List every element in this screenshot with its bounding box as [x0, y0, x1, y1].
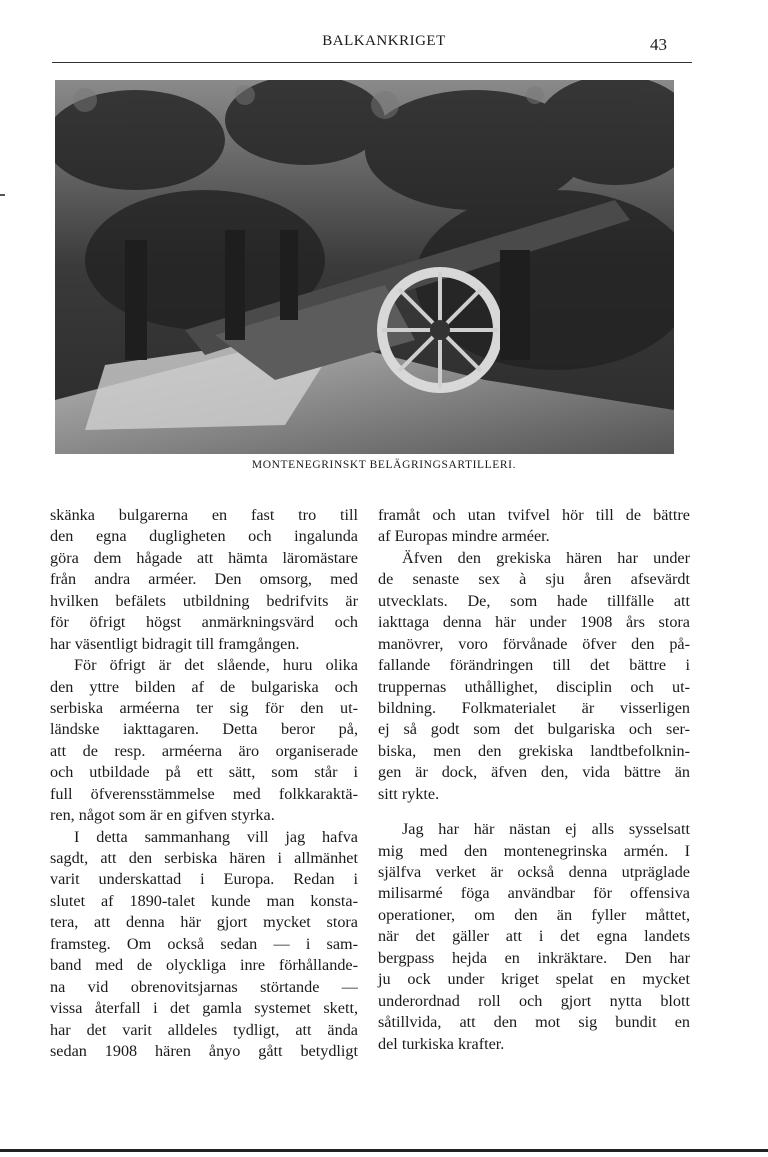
paragraph-group	[378, 819, 690, 1055]
bottom-rule	[0, 1149, 768, 1152]
text-line: den yttre bilden af de bulgariska och	[50, 677, 358, 696]
text-line: ju ock under kriget spelat en mycket	[378, 970, 690, 989]
text-line: del turkiska krafter.	[378, 1034, 505, 1053]
text-line: de senaste sex à sju åren afsevärdt	[378, 570, 690, 589]
text-line: när det gäller att i det egna landets	[378, 927, 690, 946]
text-line: na vid obrenovitsjarnas störtande —	[50, 977, 358, 996]
text-line: vissa återfall i det gamla systemet skett,	[50, 999, 358, 1018]
text-line: från andra arméer. Den omsorg, med	[50, 570, 358, 589]
text-line: varit underskattad i Europa. Redan i	[50, 870, 358, 889]
right-column	[378, 505, 690, 1055]
text-line: Jag har här nästan ej alls sysselsatt	[402, 820, 690, 839]
text-line: serbiska arméerna ter sig för den ut-	[50, 698, 358, 717]
text-line: hvilken befälets utbildning bedrifvits är	[50, 591, 358, 610]
text-line: sagdt, att den serbiska hären i allmänhet	[50, 849, 358, 867]
text-line: mig med den montenegrinska armén. I	[378, 841, 690, 860]
text-line: manövrer, voro förvånade öfver den på-	[378, 634, 690, 653]
text-line: gen är dock, äfven den, vida bättre än	[378, 763, 690, 782]
text-line: slutet af 1890-talet kunde man konsta-	[50, 891, 358, 910]
text-line: ländske iakttagaren. Detta beror på,	[50, 720, 358, 739]
text-line: bergpass hejda en inkräktare. Den har	[378, 948, 690, 967]
text-line: fallande förändringen till det bättre i	[378, 656, 690, 675]
text-line: truppernas uthållighet, disciplin och ut-	[378, 677, 690, 696]
text-line: I detta sammanhang vill jag hafva	[74, 827, 358, 846]
text-line: för öfrigt högst anmärkningsvärd och	[50, 613, 358, 632]
text-line: af Europas mindre arméer.	[378, 527, 550, 546]
text-line: biska, men den grekiska landtbefolknin-	[378, 741, 690, 760]
text-line: såtillvida, att den mot sig bundit en	[378, 1013, 690, 1032]
text-line: operationer, om den än fyller måttet,	[378, 905, 690, 924]
cannon-wheel	[382, 272, 498, 388]
text-line: full öfverensstämmelse med folkkaraktä-	[50, 784, 358, 803]
text-line: framåt och utan tvifvel hör till de bättre	[378, 506, 690, 524]
text-line: ren, något som är en gifven styrka.	[50, 806, 275, 825]
text-line: underordnad roll och gjort nytta blott	[378, 991, 690, 1010]
text-line: ej så godt som det bulgariska och ser-	[378, 720, 690, 739]
text-line: och utbildade på ett sätt, som står i	[50, 763, 358, 782]
text-line: har det varit alldeles tydligt, att ända	[50, 1020, 358, 1039]
text-line: tera, att denna här gjort mycket stora	[50, 913, 358, 932]
photograph-siege-artillery	[55, 80, 674, 454]
text-line: För öfrigt är det slående, huru olika	[74, 656, 358, 675]
running-head: BALKANKRIGET	[322, 33, 446, 49]
photo-illustration	[55, 80, 674, 454]
paragraph-gap	[378, 805, 690, 819]
text-line: sitt rykte.	[378, 784, 440, 803]
text-line: själfva verket är också denna utpräglade	[378, 863, 690, 881]
text-line: Äfven den grekiska hären har under	[402, 548, 690, 567]
text-line: att de resp. arméerna äro organiserade	[50, 741, 358, 760]
left-column	[50, 505, 358, 1062]
figure-caption: MONTENEGRINSKT BELÄGRINGSARTILLERI.	[251, 459, 517, 471]
text-line: skänka bulgarerna en fast tro till	[50, 506, 358, 524]
text-line: iakttaga denna här under 1908 års stora	[378, 613, 690, 632]
page-number: 43	[650, 35, 667, 54]
text-line: band med de olyckliga inre förhållande-	[50, 956, 358, 975]
text-line: har väsentligt bidragit till framgången.	[50, 634, 300, 653]
text-line: sedan 1908 hären ånyo gått betydligt	[50, 1041, 358, 1060]
paragraph-group	[378, 505, 690, 805]
text-line: bildning. Folkmaterialet är visserligen	[378, 698, 690, 717]
text-line: framsteg. Om också sedan — i sam-	[50, 934, 358, 953]
text-line: göra dem hågade att hämta läromästare	[50, 548, 358, 567]
text-line: den egna dugligheten och ingalunda	[50, 527, 358, 546]
margin-mark	[0, 194, 5, 196]
text-line: milisarmé föga användbar för offensiva	[378, 884, 690, 903]
header-rule	[52, 62, 692, 63]
text-line: utvecklats. De, som hade tillfälle att	[378, 591, 690, 610]
